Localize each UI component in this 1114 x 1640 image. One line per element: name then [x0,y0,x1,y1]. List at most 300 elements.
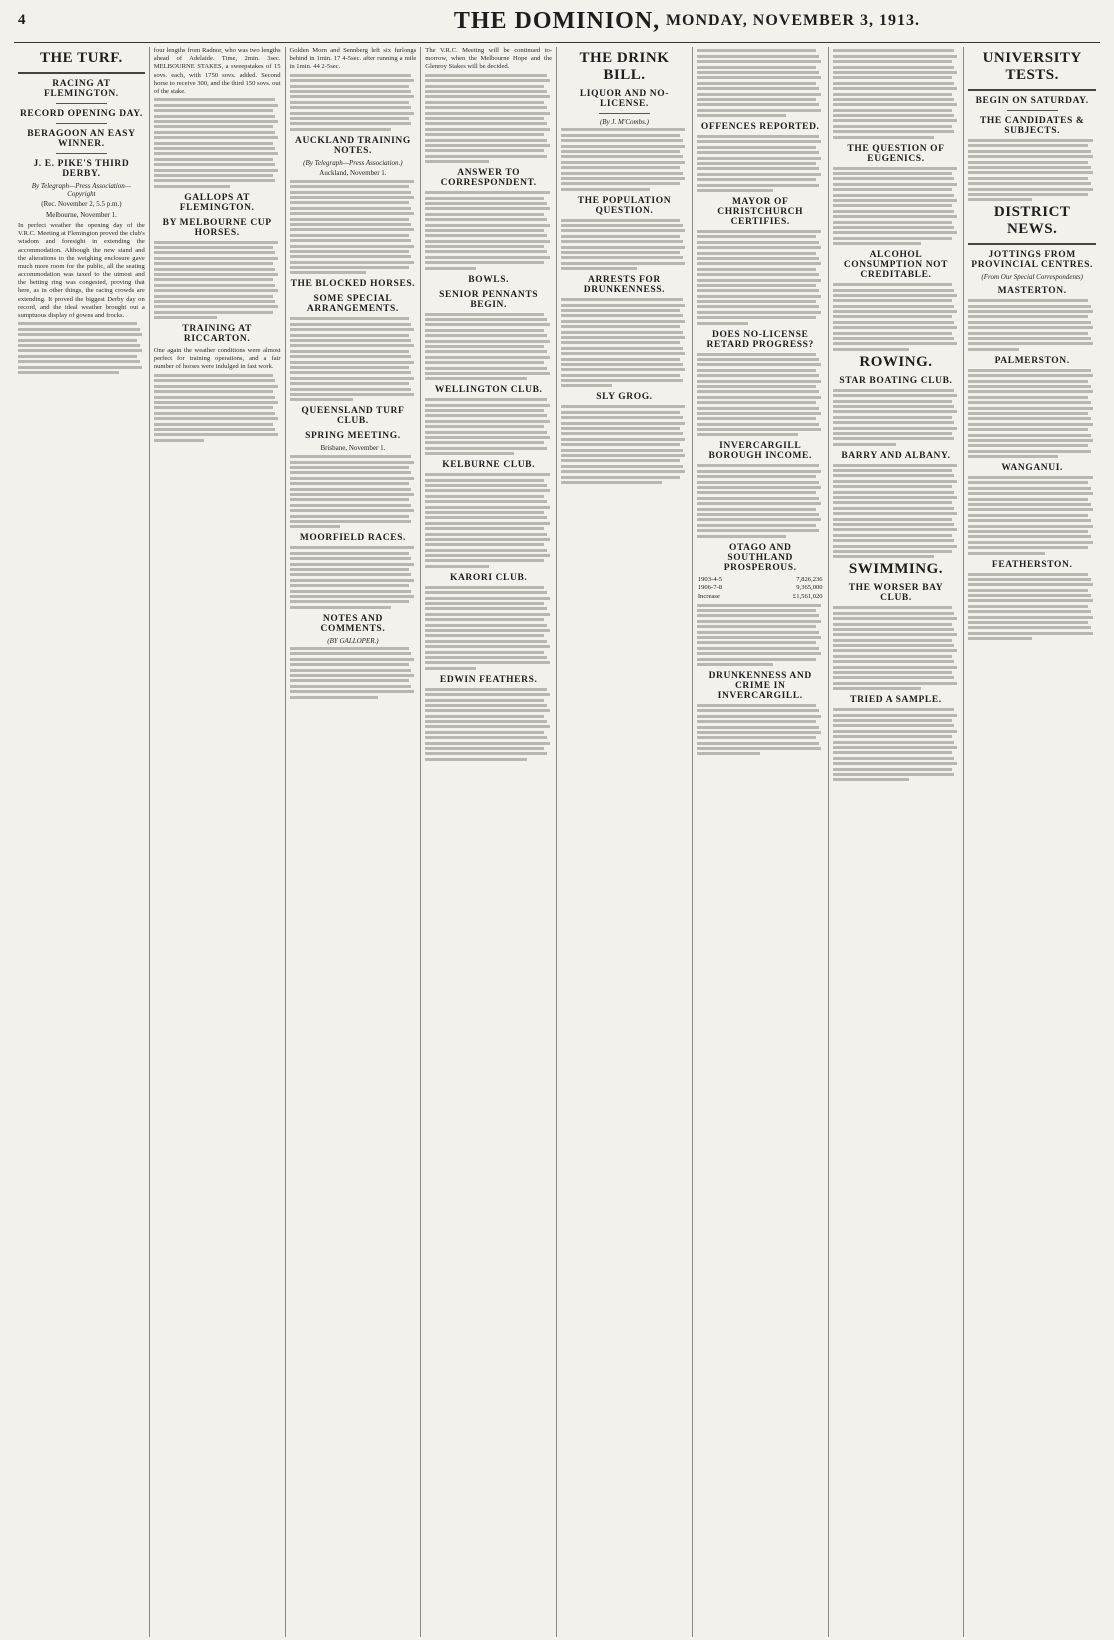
text-line [968,139,1093,142]
text-line [561,166,680,169]
page-number: 4 [18,12,26,28]
article-body-continued [697,49,824,117]
text-line [697,295,821,298]
text-line [561,379,683,382]
text-line [154,374,273,377]
text-line [833,676,955,679]
text-line [833,337,955,340]
text-line [833,93,952,96]
text-line [561,405,685,408]
text-line [290,461,414,464]
text-line [697,305,819,308]
column-1 [14,47,150,1637]
text-line [290,74,412,77]
text-line [697,162,816,165]
text-line [561,476,680,479]
text-line [833,389,955,392]
text-line [425,586,544,589]
divider [56,103,107,104]
text-line [154,147,276,150]
text-line [833,528,957,531]
text-line [833,114,955,117]
text-line [425,565,488,568]
text-line [290,552,409,555]
article-headline: INVERCARGILL BOROUGH INCOME. [708,441,812,462]
article-body-continued [425,473,552,568]
text-line [290,344,414,347]
text-line [425,613,549,616]
text-line [697,241,819,244]
text-line [154,295,273,298]
text-line [833,768,952,771]
text-line [833,480,957,483]
text-line [697,157,821,160]
article-body-continued [697,135,824,192]
text-line [425,133,544,136]
text-line [290,122,412,125]
text-line [833,183,957,186]
text-line [561,352,685,355]
text-line [697,475,816,478]
table-row [697,593,824,602]
text-line [697,620,821,623]
text-line [561,246,685,249]
text-line [968,161,1088,164]
text-line [154,316,217,319]
text-line [697,752,760,755]
paper-title: THE DOMINION, [453,8,661,34]
section-heading: SWIMMING. [848,561,944,578]
text-line [290,647,409,650]
text-line [833,606,952,609]
text-line [425,256,549,259]
text-line [968,599,1093,602]
text-line [833,778,909,781]
text-line [697,652,821,655]
article-subhead: SENIOR PENNANTS BEGIN. [439,289,539,310]
text-line [697,353,816,356]
text-line [833,545,957,548]
text-line [697,625,816,628]
text-line [697,252,816,255]
text-line [968,144,1088,147]
text-line [968,637,1032,640]
text-line [833,464,957,467]
column-4 [421,47,557,1637]
text-line [697,109,821,112]
text-line [833,682,957,685]
text-line [425,742,549,745]
text-line [425,533,547,536]
text-line [290,504,412,507]
text-line [697,486,821,489]
text-line [697,98,816,101]
text-line [697,736,816,739]
text-line [425,350,547,353]
text-line [290,223,412,226]
text-line [154,300,276,303]
section-heading: DISTRICT NEWS. [993,204,1071,238]
article-body-continued [290,647,417,699]
text-line [833,332,952,335]
text-line [425,441,544,444]
text-line [561,465,683,468]
text-line [561,320,685,323]
text-line [425,85,544,88]
article-body-continued [425,586,552,670]
text-line [968,487,1091,490]
article-body-continued [561,219,688,271]
text-line [18,339,137,342]
text-line [561,224,683,227]
text-line [154,109,273,112]
text-line [290,557,412,560]
text-line [697,262,821,265]
text-line [290,106,412,109]
text-line [290,493,414,496]
text-line [154,278,273,281]
text-line [833,71,957,74]
article-headline: THE QUESTION OF EUGENICS. [847,143,945,164]
text-line [154,241,278,244]
text-line [154,385,278,388]
text-line [425,559,544,562]
text-line [833,741,955,744]
text-line [561,374,680,377]
text-line [697,284,816,287]
text-line [290,317,409,320]
article-subhead: SPRING MEETING. [305,431,401,442]
article-headline: THE BLOCKED HORSES. [290,279,416,290]
text-line [18,333,142,336]
text-line [833,644,955,647]
text-line [697,513,819,516]
article-subhead: SOME SPECIAL ARRANGEMENTS. [306,294,399,315]
text-line [290,271,366,274]
text-line [968,552,1045,555]
text-line [968,188,1093,191]
text-line [561,229,685,232]
text-line [425,495,544,498]
text-line [154,142,273,145]
article-subhead: RECORD OPENING DAY. [19,109,143,119]
text-line [154,152,278,155]
text-line [561,267,637,270]
text-line [697,535,786,538]
text-line [697,609,816,612]
text-line [833,167,957,170]
text-line [968,182,1091,185]
issue-date: MONDAY, NOVEMBER 3, 1913. [665,12,920,29]
text-line [290,117,409,120]
text-line [968,492,1093,495]
article-headline: ALCOHOL CONSUMPTION NOT CREDITABLE. [843,250,949,281]
text-line [968,348,1019,351]
text-line [697,658,816,661]
text-line [290,239,412,242]
text-line [290,328,414,331]
text-line [290,191,412,194]
text-line [561,481,662,484]
text-line [833,321,955,324]
text-line [290,350,409,353]
text-line [697,60,821,63]
table-cell-label: Increase [697,592,720,600]
text-line [290,228,414,231]
text-line [697,178,816,181]
text-line [697,508,816,511]
article-headline: THE POPULATION QUESTION. [577,195,672,216]
text-line [833,633,957,636]
text-line [833,550,952,553]
article-headline: OFFENCES REPORTED. [700,122,820,133]
text-line [833,49,955,52]
text-line [833,204,952,207]
text-line [968,326,1093,329]
text-line [833,639,952,642]
text-line [425,404,549,407]
text-line [290,482,409,485]
article-body: The V.R.C. Meeting will be continued to-morrow, when the Melbourne Hope and the Glenroy Stakes will be decided. [425,47,553,71]
text-line [561,309,680,312]
text-line [561,182,680,185]
text-line [968,519,1091,522]
text-line [968,503,1091,506]
text-line [833,299,952,302]
text-line [968,171,1093,174]
text-line [290,382,409,385]
text-line [833,491,955,494]
text-line [154,246,273,249]
text-line [425,747,544,750]
text-line [154,262,273,265]
text-line [833,432,952,435]
article-headline: RACING AT FLEMINGTON. [43,79,119,99]
text-line [425,191,549,194]
text-line [425,484,547,487]
column-6 [693,47,829,1637]
text-line [833,394,957,397]
text-line [561,188,650,191]
text-line [833,735,952,738]
text-line [290,579,414,582]
text-line [154,311,273,314]
text-line [833,666,957,669]
text-line [561,251,680,254]
text-line [425,511,544,514]
article-headline: MAYOR OF CHRISTCHURCH CERTIFIES. [717,196,804,227]
text-line [968,455,1057,458]
text-line [290,455,412,458]
article-headline: WANGANUI. [1001,463,1063,474]
article-body-continued [833,283,960,351]
article-subhead: BERAGOON AN EASY WINNER. [27,129,136,149]
text-line [425,634,544,637]
text-line [561,304,685,307]
text-line [968,594,1091,597]
divider [56,153,107,154]
text-line [561,358,680,361]
text-line [697,55,819,58]
text-line [290,323,412,326]
text-line [833,221,952,224]
text-line [425,699,544,702]
article-headline: SLY GROG. [596,392,653,403]
text-line [697,189,773,192]
article-body-continued [425,191,552,269]
text-line [561,155,683,158]
article-body-continued [697,353,824,437]
article-body-continued [833,464,960,559]
text-line [154,115,276,118]
text-line [833,518,952,521]
article-body-continued [425,74,552,163]
text-line [425,591,547,594]
text-line [833,172,952,175]
column-5 [557,47,693,1637]
text-line [833,242,922,245]
text-line [697,614,819,617]
text-line [968,177,1088,180]
article-headline: TRAINING AT RICCARTON. [182,324,252,345]
text-line [18,344,140,347]
text-line [290,696,379,699]
text-line [290,101,409,104]
text-line [833,130,955,133]
text-line [290,339,412,342]
text-line [425,372,549,375]
table-cell-label: 1906-7-8 [697,584,723,592]
text-line [833,400,952,403]
text-line [561,161,685,164]
article-body: One again the weather conditions were almost perfect for training operations, and a fair number of horses were indulged in fast work. [153,347,281,371]
text-line [697,747,821,750]
article-headline: QUEENSLAND TURF CLUB. [301,406,405,427]
text-line [425,213,544,216]
text-line [697,481,819,484]
text-line [425,704,547,707]
text-line [425,409,544,412]
text-line [290,674,414,677]
article-headline: KARORI CLUB. [449,572,528,583]
text-line [290,355,412,358]
text-line [697,374,819,377]
text-line [290,488,412,491]
text-line [833,714,957,717]
text-line [425,500,547,503]
text-line [968,605,1088,608]
article-headline: WELLINGTON CLUB. [434,385,543,396]
text-line [697,518,821,521]
text-line [697,167,819,170]
text-line [561,449,683,452]
text-line [697,246,821,249]
text-line [425,431,547,434]
text-line [968,401,1091,404]
text-line [968,155,1093,158]
section-heading: UNIVERSITY TESTS. [982,50,1082,83]
text-line [697,300,816,303]
article-headline: EDWIN FEATHERS. [439,674,538,685]
article-body-continued [425,313,552,381]
text-line [561,134,680,137]
text-line [425,128,549,131]
text-line [561,256,683,259]
article-subhead: BY MELBOURNE CUP HORSES. [162,217,272,238]
text-line [697,464,819,467]
article-body-continued [290,317,417,401]
text-line [968,374,1093,377]
text-line [833,421,955,424]
text-line [697,417,816,420]
article-headline: GALLOPS AT FLEMINGTON. [179,192,255,213]
text-line [833,237,952,240]
text-line [833,730,957,733]
article-body-continued [561,405,688,483]
text-line [425,398,547,401]
article-body-continued [697,464,824,537]
table-cell-label: 1903-4-5 [697,575,723,583]
text-line [833,231,957,234]
text-line [154,379,276,382]
text-line [561,454,685,457]
article-headline: MOORFIELD RACES. [299,533,407,544]
text-line [833,125,952,128]
text-line [968,632,1093,635]
text-line [968,444,1088,447]
article-body-continued [968,299,1096,351]
text-line [425,207,549,210]
text-line [968,332,1088,335]
text-line [425,79,549,82]
text-line [154,104,278,107]
text-line [290,466,409,469]
text-line [425,618,544,621]
article-body: four lengths from Radnor, who was two lengths ahead of Adelaide. Time, 2min. 3sec. MELBOURNE STAKES, a sweepstakes of 15 sovs. each, with 1750 sovs. added. Second horse to receive 300, and the third 150 sovs. out of the stake. [153,47,281,95]
text-line [425,218,547,221]
article-body-continued [290,455,417,528]
article-headline: AUCKLAND TRAINING NOTES. [294,135,411,156]
text-line [18,355,137,358]
text-line [833,87,957,90]
text-line [697,396,821,399]
text-line [154,401,278,404]
text-line [833,177,955,180]
text-line [425,715,544,718]
text-line [425,95,549,98]
article-headline: THE WORSER BAY CLUB. [848,583,944,604]
text-line [697,385,816,388]
text-line [154,433,278,436]
text-line [425,361,544,364]
text-line [290,128,391,131]
text-line [833,612,955,615]
text-line [290,584,409,587]
text-line [833,416,952,419]
text-line [154,251,276,254]
text-line [833,649,957,652]
text-line [833,687,922,690]
text-line [290,388,412,391]
text-line [968,476,1093,479]
text-line [697,470,821,473]
article-headline: BOWLS. [468,274,510,285]
text-line [968,578,1091,581]
text-line [561,411,680,414]
text-line [561,177,685,180]
text-line [425,452,514,455]
text-line [968,412,1088,415]
